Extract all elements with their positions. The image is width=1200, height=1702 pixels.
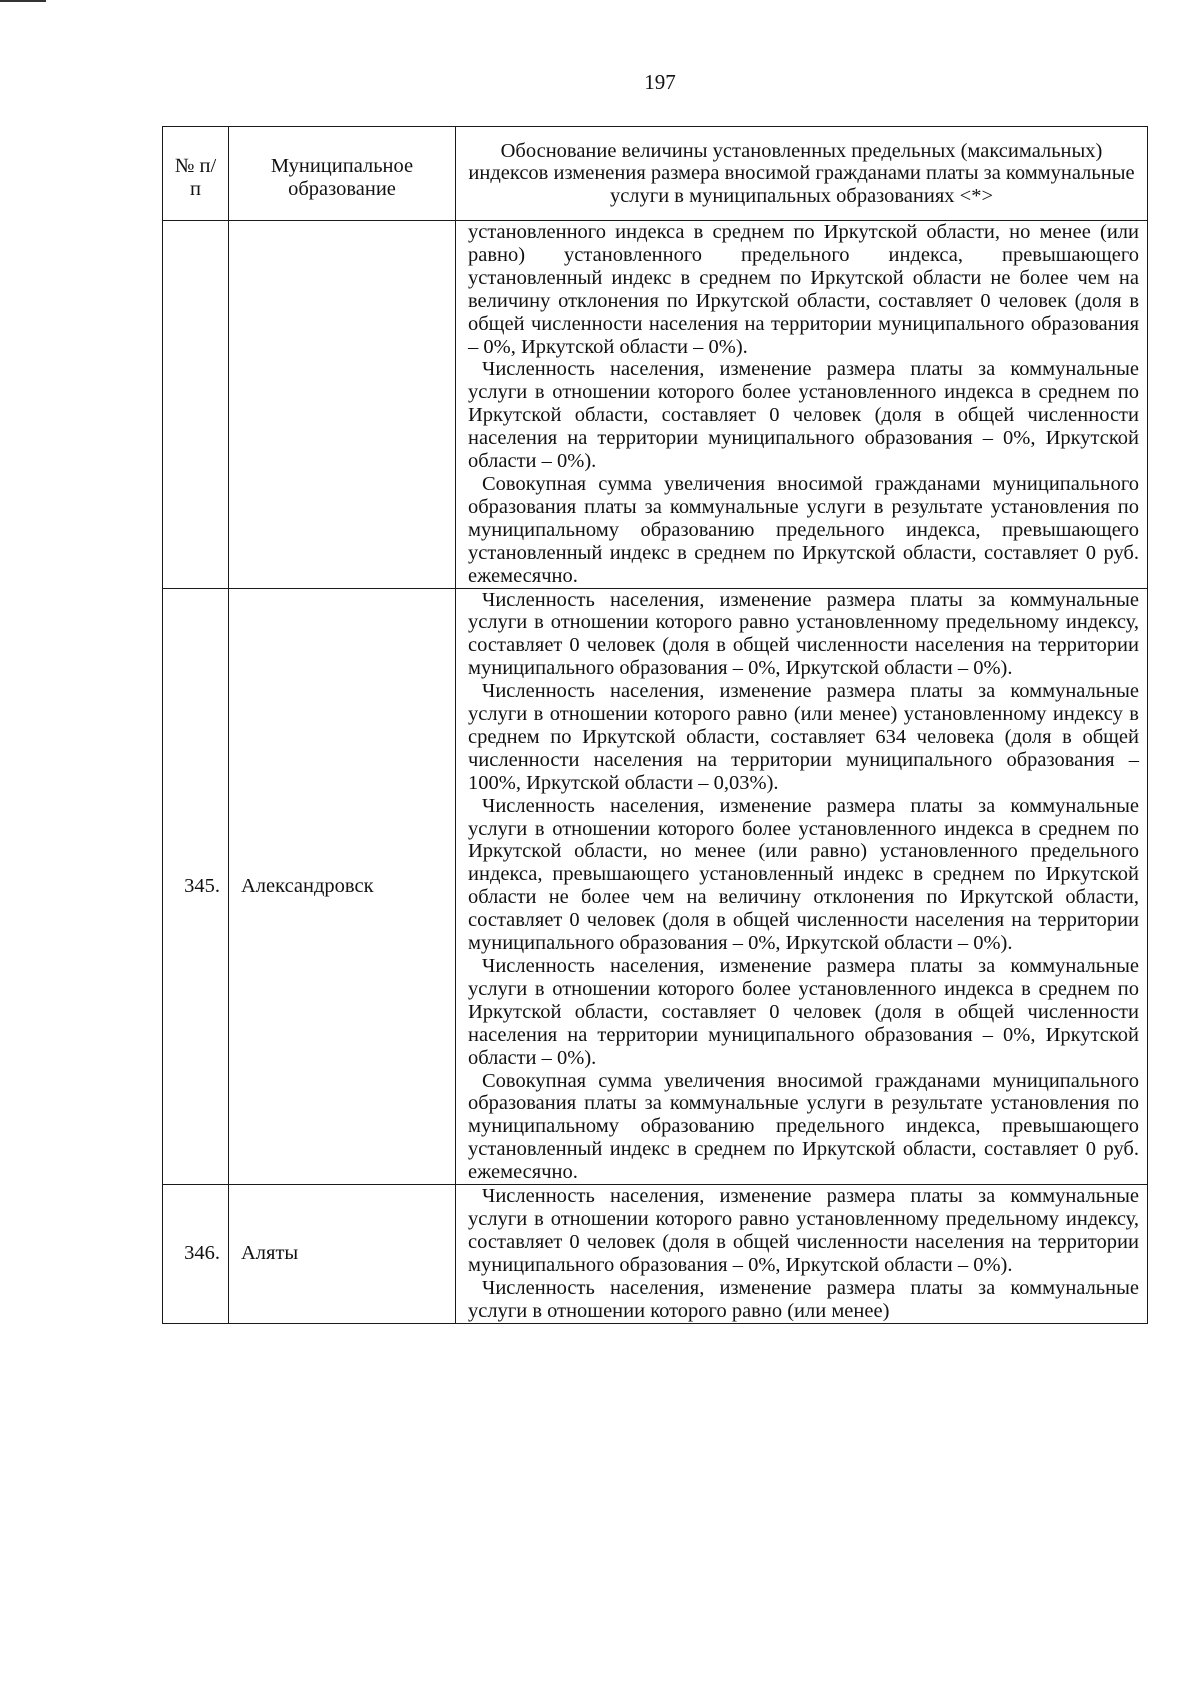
header-justification: Обоснование величины установленных предельных (максимальных) индексов изменения размера вносимой гражданами платы за коммунальные услуги в муниципальных образованиях <*> (456, 127, 1148, 221)
justification-paragraph: Совокупная сумма увеличения вносимой гражданами муниципального образования платы за коммунальные услуги в результате установления по муниципальному образованию предельного индекса, превышающего установленный индекс в среднем по Иркутской области, составляет 0 руб. ежемесячно. (468, 472, 1139, 587)
justification-paragraph: Численность населения, изменение размера платы за коммунальные услуги в отношении которого более установленного индекса в среднем по Иркутской области, составляет 0 человек (доля в общей численности населения на территории муниципального образования – 0%, Иркутской области – 0%). (468, 358, 1139, 473)
justification-paragraph: Численность населения, изменение размера платы за коммунальные услуги в отношении которого более установленного индекса в среднем по Иркутской области, составляет 0 человек (доля в общей численности населения на территории муниципального образования – 0%, Иркутской области – 0%). (468, 955, 1139, 1069)
table-body (163, 221, 1148, 1324)
justification-paragraph: Численность населения, изменение размера платы за коммунальные услуги в отношении которого равно (или менее) (468, 1276, 1139, 1322)
justification-paragraph: Численность населения, изменение размера платы за коммунальные услуги в отношении которого равно установленному предельному индексу, составляет 0 человек (доля в общей численности населения на территории муниципального образования – 0%, Иркутской области – 0%). (468, 1185, 1139, 1276)
row-municipality: Аляты (229, 1185, 456, 1323)
justification-paragraph: Численность населения, изменение размера платы за коммунальные услуги в отношении которого равно установленному предельному индексу, составляет 0 человек (доля в общей численности населения на территории муниципального образования – 0%, Иркутской области – 0%). (468, 588, 1139, 680)
table-row (163, 588, 1148, 1185)
scan-edge-line (0, 0, 46, 2)
justification-paragraph: Численность населения, изменение размера платы за коммунальные услуги в отношении которого более установленного индекса в среднем по Иркутской области, но менее (или равно) установленного предельного индекса, превышающего установленный индекс в среднем по Иркутской области не более чем на величину отклонения по Иркутской области, составляет 0 человек (доля в общей численности населения на территории муниципального образования – 0%, Иркутской области – 0%). (468, 794, 1139, 955)
row-municipality: Александровск (229, 588, 456, 1185)
header-municipality: Муниципальное образование (229, 127, 456, 221)
justification-table (162, 126, 1148, 1324)
row-number: 345. (163, 588, 229, 1185)
header-number: № п/п (163, 127, 229, 221)
row-justification (456, 221, 1148, 589)
row-justification (456, 1185, 1148, 1323)
row-number: 346. (163, 1185, 229, 1323)
justification-paragraph: Численность населения, изменение размера платы за коммунальные услуги в отношении которого равно (или менее) установленному индексу в среднем по Иркутской области, составляет 634 человека (доля в общей численности населения на территории муниципального образования – 100%, Иркутской области – 0,03%). (468, 680, 1139, 794)
table-row (163, 221, 1148, 589)
page-number: 197 (644, 70, 676, 94)
justification-paragraph: установленного индекса в среднем по Иркутской области, но менее (или равно) установленного предельного индекса, превышающего установленный индекс в среднем по Иркутской области не более чем на величину отклонения по Иркутской области, составляет 0 человек (доля в общей численности населения на территории муниципального образования – 0%, Иркутской области – 0%). (468, 221, 1139, 358)
table-header-row (163, 127, 1148, 221)
table-row (163, 1185, 1148, 1323)
row-municipality (229, 221, 456, 589)
row-number (163, 221, 229, 589)
justification-paragraph: Совокупная сумма увеличения вносимой гражданами муниципального образования платы за коммунальные услуги в результате установления по муниципальному образованию предельного индекса, превышающего установленный индекс в среднем по Иркутской области, составляет 0 руб. ежемесячно. (468, 1069, 1139, 1184)
row-justification (456, 588, 1148, 1185)
